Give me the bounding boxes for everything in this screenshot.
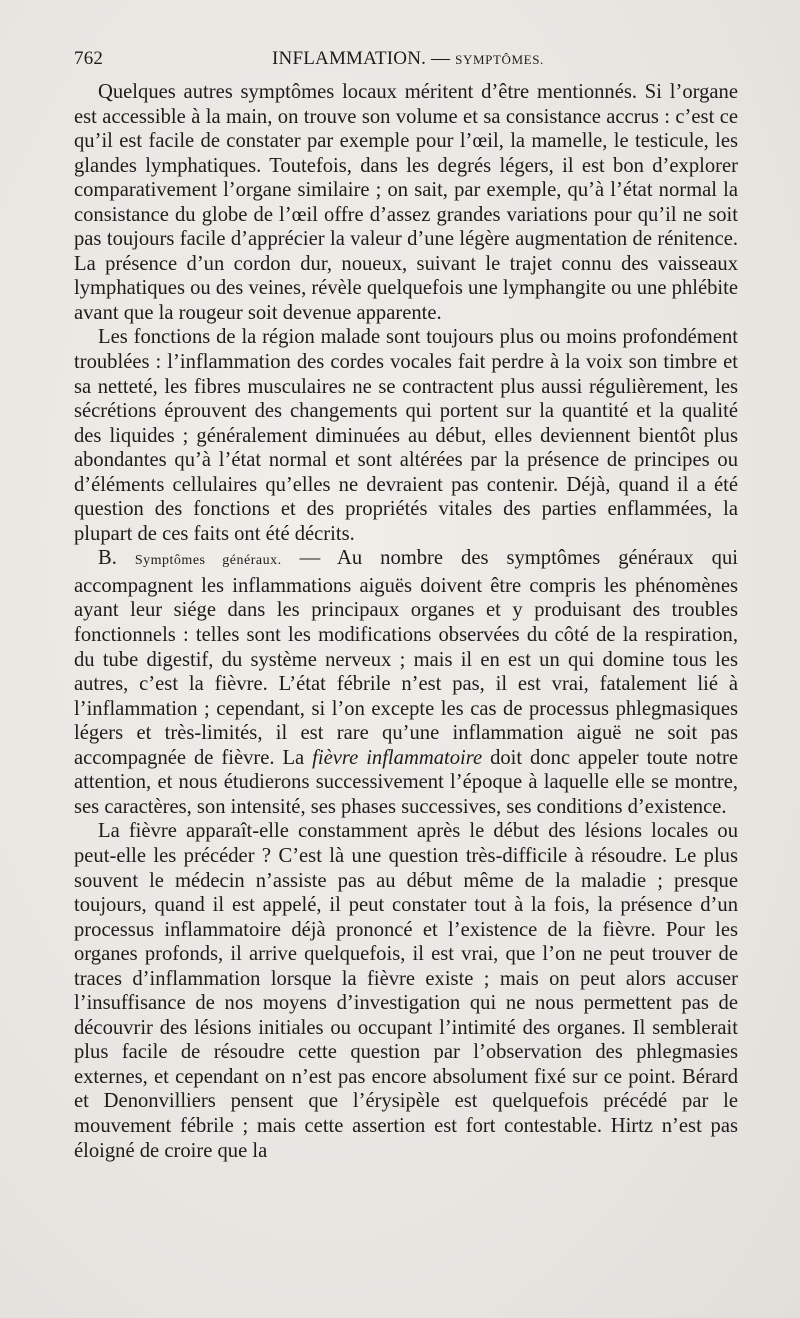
running-title-main: INFLAMMATION. — bbox=[272, 48, 456, 69]
paragraph-text-part-1: — Au nombre des symptômes généraux qui accompagnent les inflammations aiguës doivent être compris les phénomènes ayant leur siége dans les principaux organes et y produisant des troubles fonctionnels : telles sont les modifications observées du côté de la respiration, du tube digestif, du système nerveux ; mais il en est un qui domine tous les autres, c’est la fièvre. L’état fébrile n’est pas, il est vrai, fatalement lié à l’inflammation ; cependant, si l’on excepte les cas de processus phlegmasiques légers et très-limités, il est rare qu’une inflammation aiguë ne soit pas accompagnée de fièvre. La bbox=[74, 547, 738, 769]
page-body bbox=[74, 80, 738, 1163]
paragraph-fever-onset: La fièvre apparaît-elle constamment après le début des lésions locales ou peut-elle les précéder ? C’est là une question très-difficile à résoudre. Le plus souvent le médecin n’assiste pas au début même de la maladie ; presque toujours, quand il est appelé, il peut constater tout à la fois, la présence d’un processus inflammatoire déjà prononcé et l’existence de la fièvre. Pour les organes profonds, il arrive quelquefois, il est vrai, que l’on ne peut trouver de traces d’inflammation lorsque la fièvre existe ; mais on peut alors accuser l’insuffisance de nos moyens d’investigation qui ne nous permettent pas de découvrir des lésions initiales ou occupant l’intimité des organes. Il semblerait plus facile de résoudre cette question par l’observation des phlegmasies externes, et cependant on n’est pas encore absolument fixé sur ce point. Bérard et Denonvilliers pensent que l’érysipèle est quelquefois précédé par le mouvement fébrile ; mais cette assertion est fort contestable. Hirtz n’est pas éloigné de croire que la bbox=[74, 820, 738, 1162]
section-heading: Symptômes généraux. bbox=[134, 553, 282, 569]
running-head bbox=[74, 44, 738, 74]
section-letter: B. bbox=[98, 547, 135, 570]
paragraph-local-symptoms: Quelques autres symptômes locaux méritent d’être mentionnés. Si l’organe est accessible à la main, on trouve son volume et sa consistance accrus : c’est ce qu’il est facile de constater par exemple pour l’œil, la mamelle, le testicule, les glandes lymphatiques. Toutefois, dans les degrés légers, il est bon d’explorer comparativement l’organe similaire ; on sait, par exemple, qu’à l’état normal la consistance du globe de l’œil offre d’assez grandes variations pour qu’il ne soit pas toujours facile d’apprécier la valeur d’une légère augmentation de rénitence. La présence d’un cordon dur, noueux, suivant le trajet connu des vaisseaux lymphatiques ou des veines, révèle quelquefois une lymphangite ou une phlébite avant que la rougeur soit devenue apparente. bbox=[74, 81, 738, 324]
running-title bbox=[272, 48, 544, 70]
running-title-section: SYMPTÔMES. bbox=[455, 52, 544, 67]
paragraph-general-symptoms bbox=[74, 546, 738, 819]
page-number: 762 bbox=[74, 48, 104, 69]
paragraph-functions: Les fonctions de la région malade sont toujours plus ou moins profondément troublées : l’inflammation des cordes vocales fait perdre à la voix son timbre et sa netteté, les fibres musculaires ne se contractent plus aussi régulièrement, les sécrétions éprouvent des changements qui portent sur la quantité et la qualité des liquides ; généralement diminuées au début, elles deviennent bientôt plus abondantes qu’à l’état normal et sont altérées par la présence de principes ou d’éléments cellulaires qu’elles ne devraient pas contenir. Déjà, quand il a été question des fonctions et des propriétés vitales des parties enflammées, la plupart de ces faits ont été décrits. bbox=[74, 326, 738, 545]
italic-term: fièvre inflammatoire bbox=[312, 746, 483, 769]
paragraph-text-part-2: doit donc appeler toute notre attention, et nous étudierons successivement l’époque à laquelle elle se montre, ses caractères, son intensité, ses phases successives, ses conditions d’existence. bbox=[74, 746, 738, 818]
